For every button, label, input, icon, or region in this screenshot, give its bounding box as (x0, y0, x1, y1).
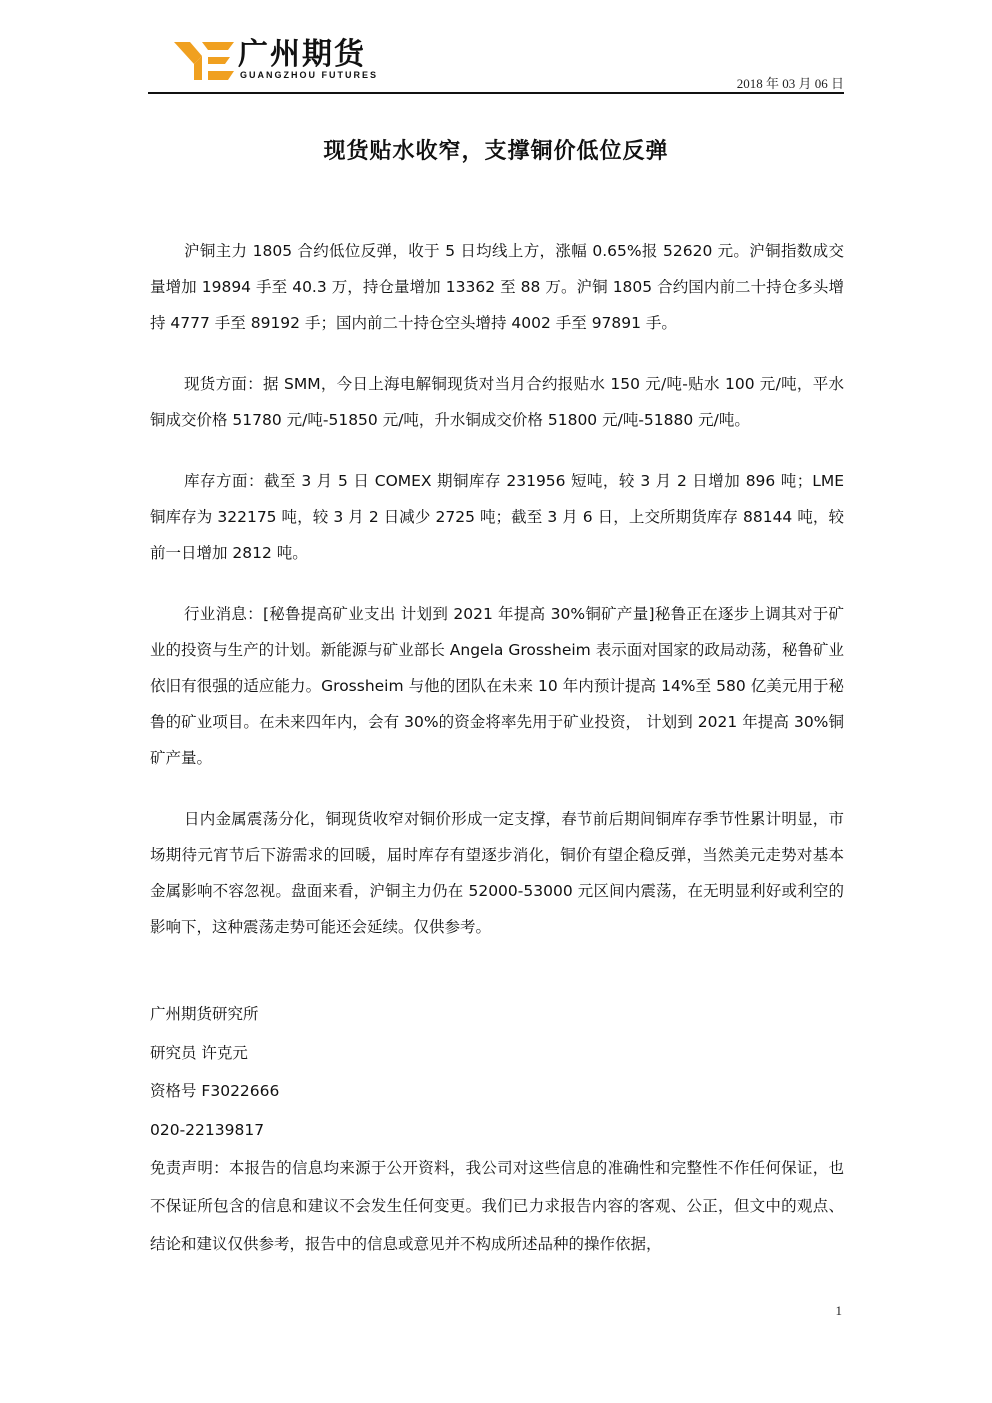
logo-mark-icon (172, 38, 236, 84)
logo-english-name: GUANGZHOU FUTURES (240, 70, 378, 80)
report-title: 现货贴水收窄，支撑铜价低位反弹 (323, 139, 669, 164)
disclaimer-text: 免责声明：本报告的信息均来源于公开资料，我公司对这些信息的准确性和完整性不作任何保证，也不保证所包含的信息和建议不会发生任何变更。我们已力求报告内容的客观、公正，但文中的观点、结论和建议仅供参考，报告中的信息或意见并不构成所述品种的操作依据， (150, 1159, 844, 1253)
paragraph-spot: 现货方面：据 SMM，今日上海电解铜现货对当月合约报贴水 150 元/吨-贴水 100 元/吨，平水铜成交价格 51780 元/吨-51850 元/吨，升水铜成交价格 51800 元/吨-51880 元/吨。 (150, 375, 844, 429)
header-divider (148, 92, 844, 94)
signature-block (150, 995, 844, 1263)
paragraph-inventory: 库存方面：截至 3 月 5 日 COMEX 期铜库存 231956 短吨，较 3 月 2 日增加 896 吨；LME 铜库存为 322175 吨，较 3 月 2 日减少 2725 吨；截至 3 月 6 日，上交所期货库存 88144 吨，较前一日增加 2812 吨。 (150, 472, 844, 562)
institute-name: 广州期货研究所 (150, 1005, 259, 1023)
paragraph-market: 沪铜主力 1805 合约低位反弹，收于 5 日均线上方，涨幅 0.65%报 52620 元。沪铜指数成交量增加 19894 手至 40.3 万，持仓量增加 13362 至 88 万。沪铜 1805 合约国内前二十持仓多头增持 4777 手至 89192 手；国内前二十持仓空头增持 4002 手至 97891 手。 (150, 242, 844, 332)
license-number: 资格号 F3022666 (150, 1082, 280, 1100)
logo-chinese-name: 广州期货 (238, 37, 366, 72)
report-body (150, 233, 844, 970)
page-number: 1 (835, 1303, 842, 1318)
phone-number: 020-22139817 (150, 1120, 265, 1139)
report-date: 2018 年 03 月 06 日 (736, 76, 844, 91)
paragraph-outlook: 日内金属震荡分化，铜现货收窄对铜价形成一定支撑，春节前后期间铜库存季节性累计明显，市场期待元宵节后下游需求的回暖，届时库存有望逐步消化，铜价有望企稳反弹，当然美元走势对基本金属影响不容忽视。盘面来看，沪铜主力仍在 52000-53000 元区间内震荡，在无明显利好或利空的影响下，这种震荡走势可能还会延续。仅供参考。 (150, 810, 844, 936)
paragraph-industry-news: 行业消息：[秘鲁提高矿业支出 计划到 2021 年提高 30%铜矿产量]秘鲁正在逐步上调其对于矿业的投资与生产的计划。新能源与矿业部长 Angela Grossheim 表示面对国家的政局动荡，秘鲁矿业依旧有很强的适应能力。Grossheim 与他的团队在未来 10 年内预计提高 14%至 580 亿美元用于秘鲁的矿业项目。在未来四年内，会有 30%的资金将率先用于矿业投资， 计划到 2021 年提高 30%铜矿产量。 (150, 605, 844, 767)
researcher-name: 研究员 许克元 (150, 1043, 248, 1062)
company-logo (172, 38, 412, 84)
